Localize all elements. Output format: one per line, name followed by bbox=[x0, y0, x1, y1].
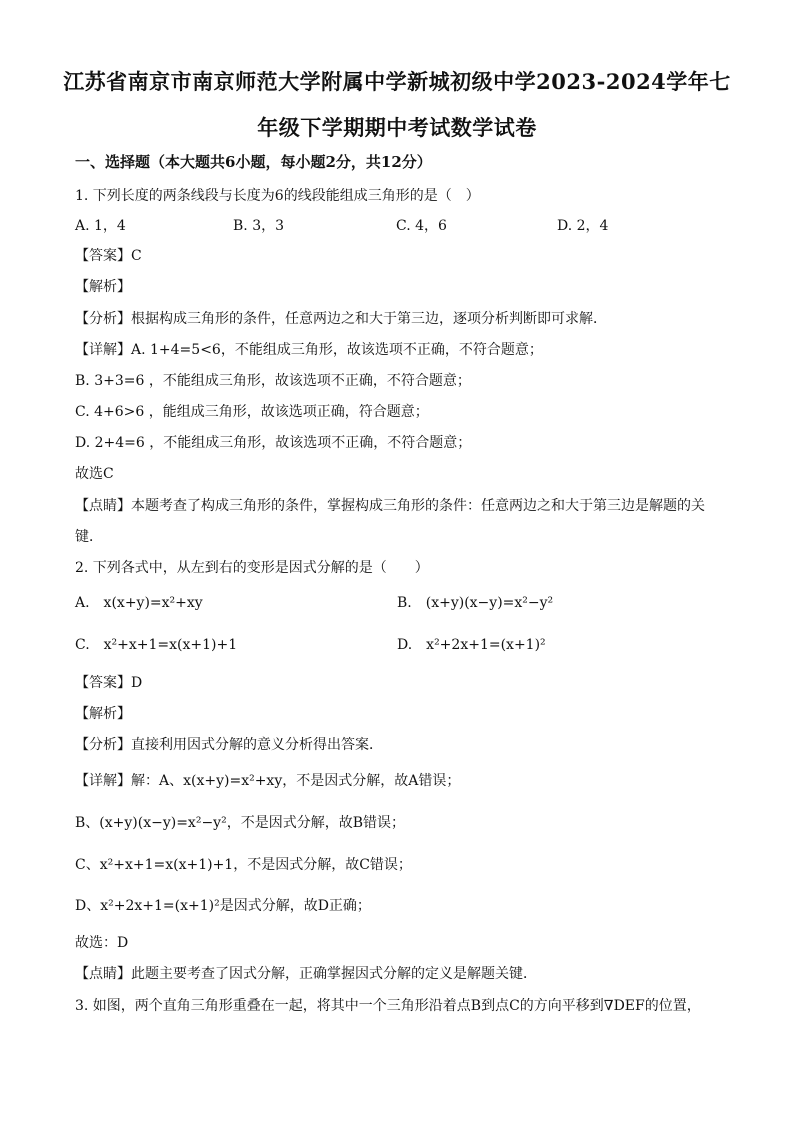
q2-answer: 【答案】D bbox=[75, 675, 143, 691]
q1-analysis: 【分析】根据构成三角形的条件，任意两边之和大于第三边，逐项分析判断即可求解． bbox=[75, 311, 607, 327]
exam-title-line1: 江苏省南京市南京师范大学附属中学新城初级中学2023-2024学年七 bbox=[63, 69, 731, 94]
q1-detail-a: 【详解】A. 1+4=5<6，不能组成三角形，故该选项不正确，不符合题意； bbox=[75, 342, 543, 358]
q1-remark-line1: 【点睛】本题考查了构成三角形的条件，掌握构成三角形的条件：任意两边之和大于第三边是解题的关 bbox=[75, 498, 705, 514]
q2-detail-d: D、x²+2x+1=(x+1)²是因式分解，故D正确； bbox=[75, 898, 371, 914]
q1-conclusion: 故选C bbox=[75, 466, 114, 482]
q3-stem: 3. 如图，两个直角三角形重叠在一起，将其中一个三角形沿着点B到点C的方向平移到∇DEF的位置， bbox=[75, 998, 701, 1014]
q1-jiexi-label: 【解析】 bbox=[75, 279, 131, 295]
q2-option-c: C. x²+x+1=x(x+1)+1 bbox=[75, 637, 238, 653]
exam-title-line2: 年级下学期期中考试数学试卷 bbox=[257, 115, 537, 140]
q1-detail-c: C. 4+6>6 ，能组成三角形，故该选项正确，符合题意； bbox=[75, 404, 429, 420]
section-heading-choice: 一、选择题（本大题共6小题，每小题2分，共12分） bbox=[75, 153, 432, 171]
q1-detail-d: D. 2+4=6 ，不能组成三角形，故该选项不正确，不符合题意； bbox=[75, 435, 472, 451]
q1-remark-line2: 键． bbox=[75, 529, 103, 545]
q2-conclusion: 故选：D bbox=[75, 935, 129, 951]
q2-jiexi-label: 【解析】 bbox=[75, 706, 131, 722]
q1-answer: 【答案】C bbox=[75, 248, 142, 264]
q1-stem: 1. 下列长度的两条线段与长度为6的线段能组成三角形的是（ ） bbox=[75, 188, 480, 204]
q1-option-a: A. 1，4 bbox=[75, 218, 126, 234]
q2-option-a: A. x(x+y)=x²+xy bbox=[75, 595, 203, 611]
q2-detail-b: B、(x+y)(x−y)=x²−y²，不是因式分解，故B错误； bbox=[75, 815, 405, 831]
q2-detail-a: 【详解】解：A、x(x+y)=x²+xy，不是因式分解，故A错误； bbox=[75, 773, 461, 789]
q1-option-c: C. 4，6 bbox=[396, 218, 447, 234]
q2-detail-c: C、x²+x+1=x(x+1)+1，不是因式分解，故C错误； bbox=[75, 857, 412, 873]
q2-option-d: D. x²+2x+1=(x+1)² bbox=[397, 637, 546, 653]
q2-remark: 【点睛】此题主要考查了因式分解，正确掌握因式分解的定义是解题关键． bbox=[75, 966, 537, 982]
q1-option-b: B. 3，3 bbox=[233, 218, 285, 234]
q1-detail-b: B. 3+3=6 ，不能组成三角形，故该选项不正确，不符合题意； bbox=[75, 373, 471, 389]
q2-stem: 2. 下列各式中，从左到右的变形是因式分解的是（ ） bbox=[75, 560, 429, 576]
q2-option-b: B. (x+y)(x−y)=x²−y² bbox=[397, 595, 554, 611]
q2-analysis: 【分析】直接利用因式分解的意义分析得出答案． bbox=[75, 737, 383, 753]
q1-option-d: D. 2，4 bbox=[557, 218, 609, 234]
